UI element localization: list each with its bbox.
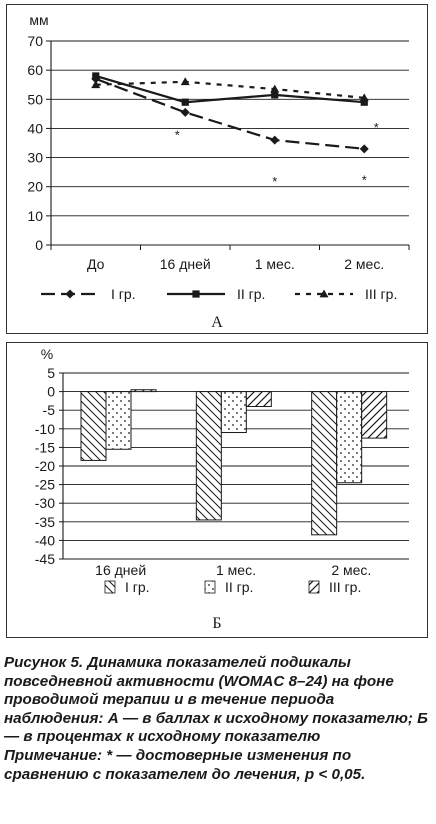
figure-caption [4,654,434,784]
y-tick-label: 60 [27,62,43,79]
legend-label: III гр. [365,286,398,302]
x-tick-label: До [87,256,105,272]
bar [312,392,337,535]
bar [81,392,106,461]
marker-diamond [270,136,279,145]
legend-label: III гр. [329,579,362,595]
bar [246,392,271,407]
y-axis-label: мм [29,12,49,28]
y-tick-label: -25 [34,476,55,493]
y-tick-label: -15 [34,439,55,456]
x-tick-label: 1 мес. [254,256,295,272]
marker-diamond [66,290,75,299]
significance-star: * [361,172,367,188]
y-tick-label: -5 [42,402,55,419]
marker-square [92,72,99,79]
x-tick-label: 2 мес. [344,256,385,272]
x-tick-label: 2 мес. [331,562,372,578]
bar [362,392,387,439]
panel-b [6,342,428,638]
line-chart-a [7,5,427,333]
y-tick-label: -10 [34,420,55,437]
y-tick-label: -20 [34,458,55,474]
y-tick-label: 30 [27,149,43,166]
bar [106,392,131,450]
marker-diamond [360,144,369,153]
caption-note: Примечание: * — достоверные изменения по сравнению с показателем до лечения, p < 0,05. [4,746,366,783]
caption-title: Рисунок 5. Динамика показателей подшкалы повседневной активности (WOMAC 8–24) на фоне проводимой терапии и в течение периода наблюдения: А — в баллах к исходному показателю; Б — в процентах к исходному показателю [4,654,428,746]
y-tick-label: -30 [34,495,55,512]
significance-star: * [174,127,180,143]
legend-label: I гр. [125,579,150,595]
legend-label: II гр. [225,579,254,595]
x-tick-label: 1 мес. [216,562,256,578]
y-tick-label: 5 [47,365,55,381]
series-line [96,82,365,98]
bar [196,392,221,520]
bar [131,390,156,392]
y-tick-label: 20 [27,178,43,195]
significance-star: * [272,173,278,189]
bar-chart-b [7,343,427,637]
y-tick-label: 40 [27,120,43,137]
y-tick-label: 70 [27,33,43,49]
legend-swatch [205,581,215,593]
series-line [96,79,365,149]
marker-diamond [181,108,190,117]
series-line [96,76,365,102]
marker-square [182,99,189,106]
y-tick-label: 10 [27,207,43,224]
panel-label: Б [212,615,222,632]
legend-swatch [309,581,319,593]
panel-label: А [211,314,223,331]
legend-label: II гр. [237,286,266,302]
y-tick-label: 50 [27,91,43,108]
y-axis-label: % [40,346,54,362]
bar [337,392,362,483]
y-tick-label: -40 [34,532,55,549]
legend-swatch [105,581,115,593]
y-tick-label: -45 [34,551,55,567]
bar [221,392,246,433]
legend-label: I гр. [111,286,136,302]
panel-a [6,4,428,334]
marker-square [192,290,199,297]
y-tick-label: 0 [47,383,55,400]
x-tick-label: 16 дней [95,562,147,578]
x-tick-label: 16 дней [159,256,211,272]
y-tick-label: -35 [34,513,55,530]
significance-star: * [373,119,379,135]
y-tick-label: 0 [35,237,43,253]
